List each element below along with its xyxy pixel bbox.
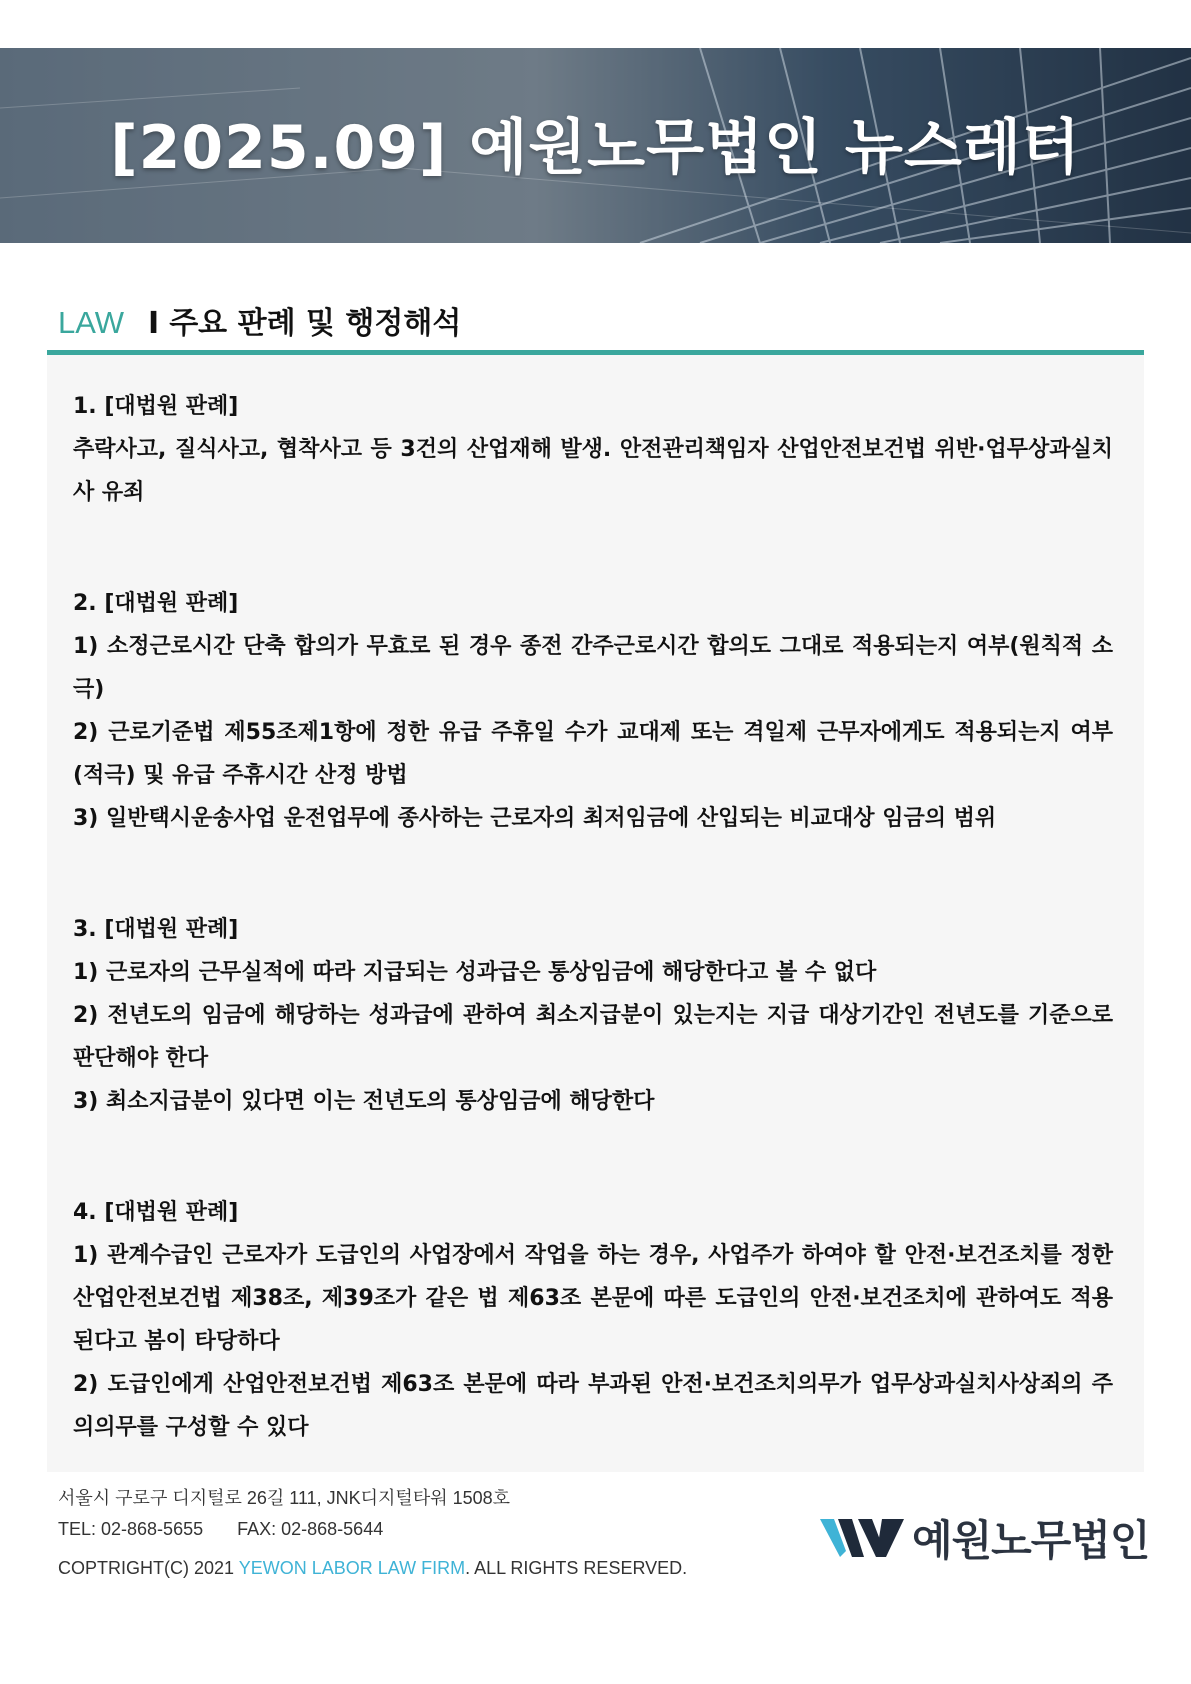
footer-copyright [58,1558,687,1579]
case-item-3 [73,908,1113,1123]
section-tag: LAW [58,305,125,340]
section-title: 주요 판례 및 행정해석 [169,306,462,341]
section-heading [58,298,461,342]
case-heading: 3. [대법원 판례] [73,917,239,942]
case-line: 2) 근로기준법 제55조제1항에 정한 유급 주휴일 수가 교대제 또는 격일제 근무자에게도 적용되는지 여부(적극) 및 유급 주휴시간 산정 방법 [73,720,1113,788]
case-line: 3) 일반택시운송사업 운전업무에 종사하는 근로자의 최저임금에 산입되는 비교대상 임금의 범위 [73,806,997,831]
content-panel [47,355,1144,1472]
case-line: 2) 도급인에게 산업안전보건법 제63조 본문에 따라 부과된 안전·보건조치의무가 업무상과실치사상죄의 주의의무를 구성할 수 있다 [73,1372,1113,1440]
company-logo [820,1508,1149,1568]
case-heading: 2. [대법원 판례] [73,591,239,616]
footer-contact [58,1519,383,1540]
case-item-4 [73,1191,1113,1449]
newsletter-title: [2025.09] 예원노무법인 뉴스레터 [110,113,1081,183]
footer-tel: TEL: 02-868-5655 [58,1519,204,1539]
footer-fax: FAX: 02-868-5644 [237,1519,384,1539]
yewon-logo-icon [820,1517,904,1559]
header-banner [0,48,1191,243]
case-line: 1) 관계수급인 근로자가 도급인의 사업장에서 작업을 하는 경우, 사업주가 하여야 할 안전·보건조치를 정한 산업안전보건법 제38조, 제39조가 같은 법 제63조 본문에 따른 도급인의 안전·보건조치에 관하여도 적용된다고 봄이 타당하다 [73,1243,1113,1354]
case-item-2 [73,582,1113,840]
case-heading: 1. [대법원 판례] [73,394,239,419]
case-line: 2) 전년도의 임금에 해당하는 성과급에 관하여 최소지급분이 있는지는 지급 대상기간인 전년도를 기준으로 판단해야 한다 [73,1003,1113,1071]
case-line: 1) 소정근로시간 단축 합의가 무효로 된 경우 종전 간주근로시간 합의도 그대로 적용되는지 여부(원칙적 소극) [73,634,1113,702]
case-item-1 [73,385,1113,514]
case-line: 1) 근로자의 근무실적에 따라 지급되는 성과급은 통상임금에 해당한다고 볼 수 없다 [73,960,877,985]
case-line: 3) 최소지급분이 있다면 이는 전년도의 통상임금에 해당한다 [73,1089,655,1114]
copyright-suffix: . ALL RIGHTS RESERVED. [465,1558,688,1578]
firm-name-link[interactable]: YEWON LABOR LAW FIRM [238,1558,466,1578]
copyright-prefix: COPTRIGHT(C) 2021 [58,1558,239,1578]
case-line: 추락사고, 질식사고, 협착사고 등 3건의 산업재해 발생. 안전관리책임자 산업안전보건법 위반·업무상과실치사 유죄 [73,437,1113,505]
footer-address: 서울시 구로구 디지털로 26길 111, JNK디지털타워 1508호 [58,1488,511,1508]
logo-text: 예원노무법인 [912,1516,1150,1565]
section-divider: I [148,306,160,341]
case-heading: 4. [대법원 판례] [73,1200,239,1225]
